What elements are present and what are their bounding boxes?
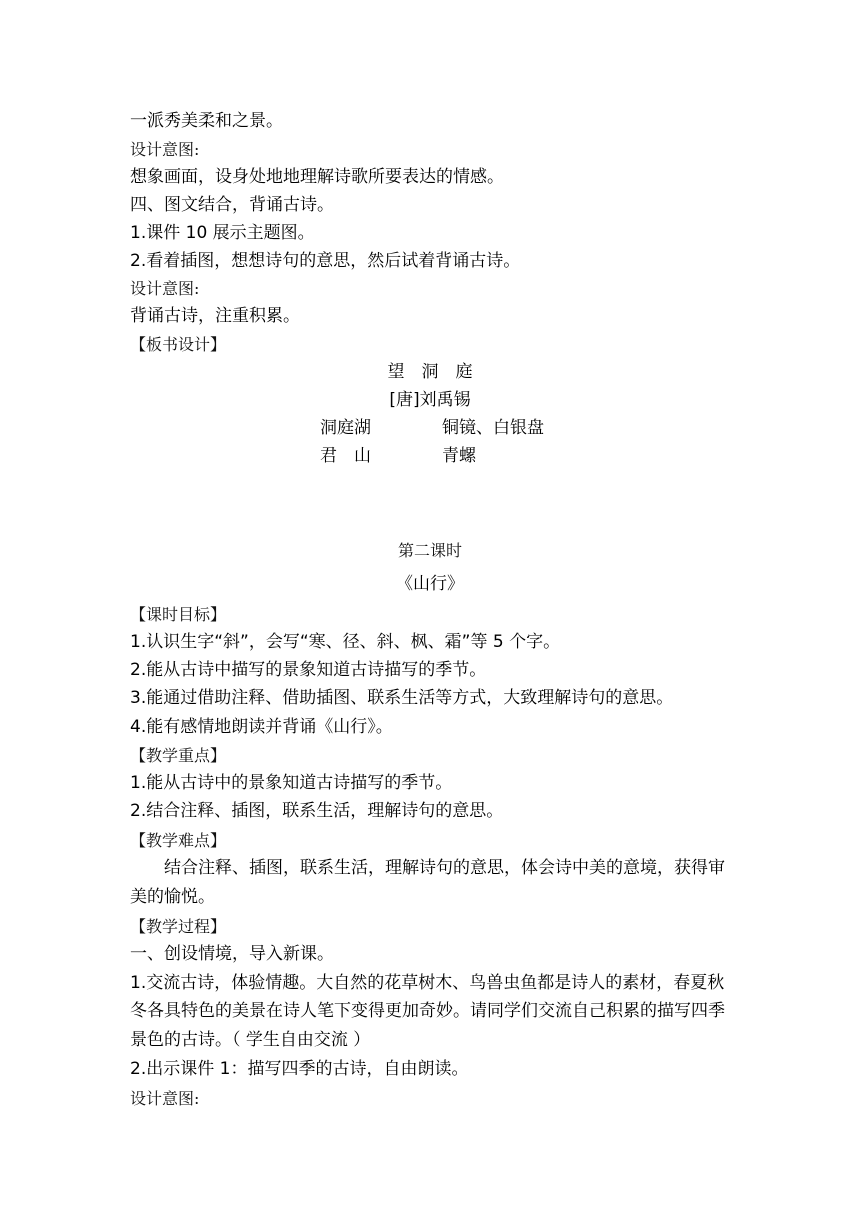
board-row1-right: 铜镜、白银盘 [442, 418, 544, 438]
text-line: 想象画面，设身处地地理解诗歌所要表达的情感。 [130, 167, 504, 187]
key-point-item: 2.结合注释、插图，联系生活，理解诗句的意思。 [130, 801, 504, 821]
difficulty-text: 美的愉悦。 [130, 887, 215, 907]
paragraph-line: 景色的古诗。（ 学生自由交流 ） [130, 1030, 371, 1050]
section-heading: 四、图文结合，背诵古诗。 [130, 195, 334, 215]
paragraph-line: 1.交流古诗，体验情趣。大自然的花草树木、鸟兽虫鱼都是诗人的素材，春夏秋 [130, 973, 725, 993]
goal-item: 2.能从古诗中描写的景象知道古诗描写的季节。 [130, 660, 487, 680]
board-design-header: 【板书设计】 [130, 335, 227, 354]
text-line: 1.课件 10 展示主题图。 [130, 223, 315, 243]
paragraph-line: 冬各具特色的美景在诗人笔下变得更加奇妙。请同学们交流自己积累的描写四季 [130, 1001, 725, 1021]
board-row1-left: 洞庭湖 [320, 418, 371, 438]
section-heading: 一、创设情境，导入新课。 [130, 944, 334, 964]
difficulty-text: 结合注释、插图，联系生活，理解诗句的意思，体会诗中美的意境，获得审 [164, 858, 725, 878]
goal-item: 1.认识生字“斜”，会写“寒、径、斜、枫、霜”等 5 个字。 [130, 632, 561, 652]
board-poem-author: [唐]刘禹锡 [389, 390, 471, 410]
text-line: 背诵古诗，注重积累。 [130, 306, 300, 326]
board-poem-title: 望 洞 庭 [387, 362, 473, 382]
lesson-heading: 第二课时 [397, 541, 462, 560]
lesson-poem-title: 《山行》 [396, 574, 464, 594]
text-line: 2.看着插图，想想诗句的意思，然后试着背诵古诗。 [130, 251, 521, 271]
board-row2-left: 君 山 [320, 446, 371, 466]
difficulty-header: 【教学难点】 [130, 831, 227, 850]
goals-header: 【课时目标】 [130, 605, 227, 624]
goal-item: 4.能有感情地朗读并背诵《山行》。 [130, 717, 393, 737]
text-line: 一派秀美柔和之景。 [130, 111, 283, 131]
design-intent-label: 设计意图: [130, 279, 200, 298]
goal-item: 3.能通过借助注释、借助插图、联系生活等方式，大致理解诗句的意思。 [130, 688, 674, 708]
process-header: 【教学过程】 [130, 917, 227, 936]
key-point-item: 1.能从古诗中的景象知道古诗描写的季节。 [130, 773, 453, 793]
board-row2-right: 青螺 [442, 446, 476, 466]
design-intent-label: 设计意图: [130, 140, 200, 159]
design-intent-label: 设计意图: [130, 1089, 200, 1108]
key-points-header: 【教学重点】 [130, 746, 227, 765]
paragraph-line: 2.出示课件 1：描写四季的古诗，自由朗读。 [130, 1059, 469, 1079]
